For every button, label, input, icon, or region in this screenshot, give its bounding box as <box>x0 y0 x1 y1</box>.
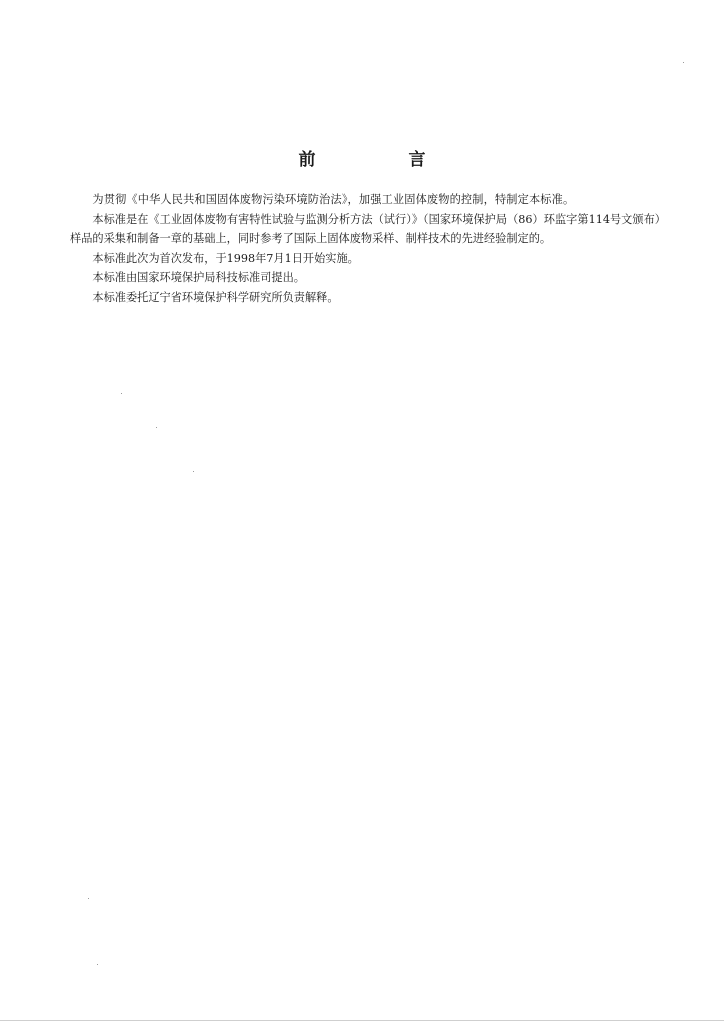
paragraph-implementation-date: 本标准此次为首次发布，于1998年7月1日开始实施。 <box>92 251 359 265</box>
scan-speck <box>88 898 89 899</box>
scan-speck <box>156 427 157 428</box>
scan-speck <box>97 964 98 965</box>
page-title: 前 言 <box>298 150 464 170</box>
paragraph-proposer: 本标准由国家环境保护局科技标准司提出。 <box>92 271 305 284</box>
paragraph-interpretation: 本标准委托辽宁省环境保护科学研究所负责解释。 <box>92 290 339 304</box>
foreword-body <box>70 190 666 307</box>
scan-speck <box>683 62 684 63</box>
scan-speck <box>193 471 194 472</box>
scan-speck <box>121 393 122 394</box>
scan-edge-line <box>0 1020 724 1021</box>
paragraph-purpose: 为贯彻《中华人民共和国固体废物污染环境防治法》，加强工业固体废物的控制，特制定本标准。 <box>92 193 575 206</box>
paragraph-basis: 本标准是在《工业固体废物有害特性试验与监测分析方法（试行）》（国家环境保护局（86）环监字第114号文颁布）样品的采集和制备一章的基础上，同时参考了国际上固体废物采样、制样技术的先进经验制定的。 <box>70 212 666 245</box>
